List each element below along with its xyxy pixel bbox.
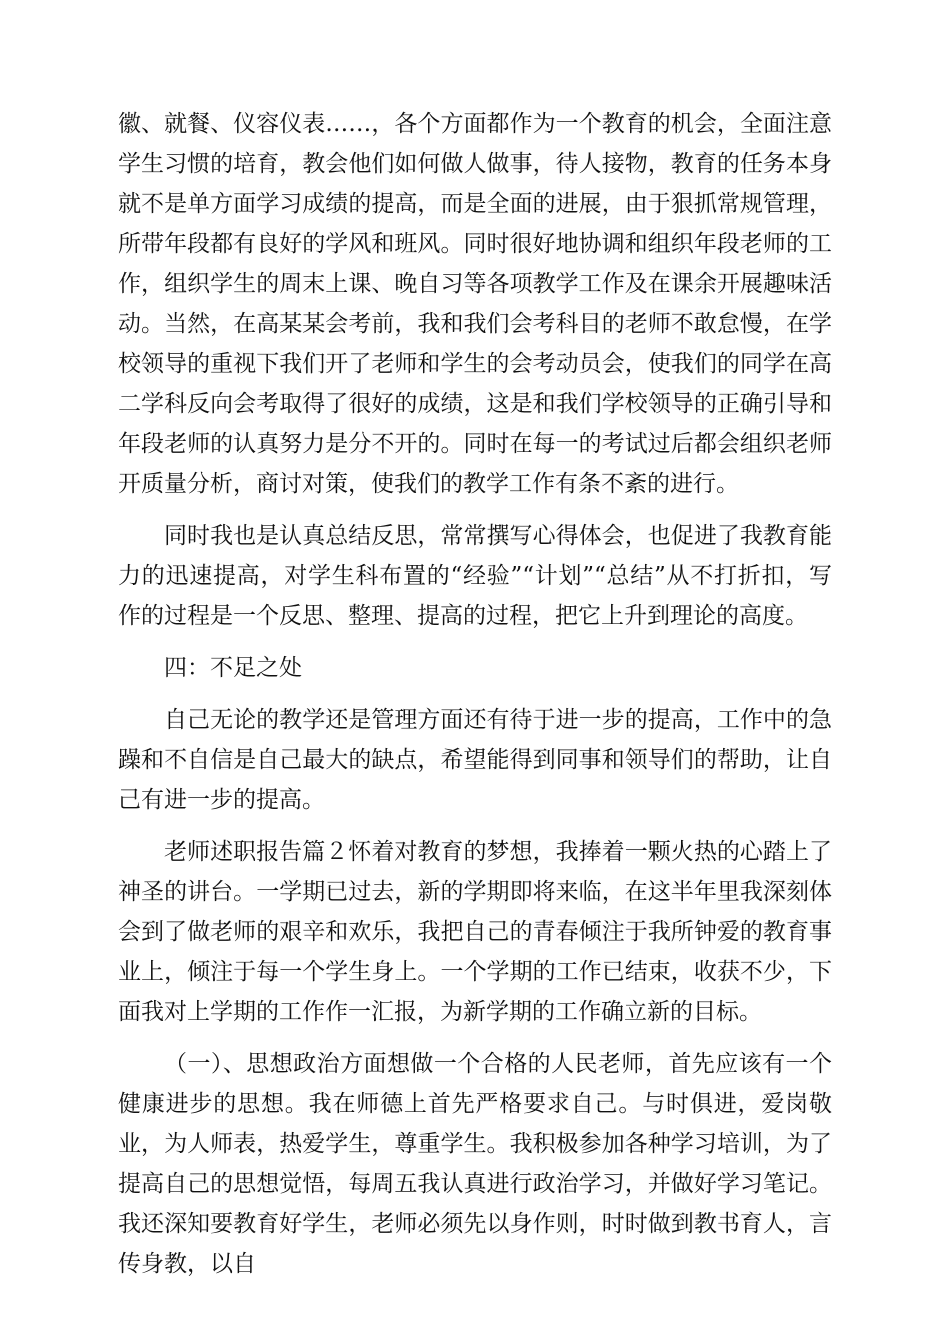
section-heading-shortcomings: 四：不足之处	[164, 655, 302, 681]
paragraph-report-2-intro: 老师述职报告篇２怀着对教育的梦想，我捧着一颗火热的心踏上了神圣的讲台。一学期已过去，新的学期即将来临，在这半年里我深刻体会到了做老师的艰辛和欢乐，我把自己的青春倾注于我所钟爱的教育事业上，倾注于每一个学生身上。一个学期的工作已结束，收获不少，下面我对上学期的工作作一汇报，为新学期的工作确立新的目标。	[118, 839, 832, 1025]
paragraph-ideology: （一）、思想政治方面想做一个合格的人民老师，首先应该有一个健康进步的思想。我在师德上首先严格要求自己。与时俱进，爱岗敬业，为人师表，热爱学生，尊重学生。我积极参加各种学习培训，为了提高自己的思想觉悟，每周五我认真进行政治学习，并做好学习笔记。我还深知要教育好学生，老师必须先以身作则，时时做到教书育人，言传身教，以自	[118, 1051, 832, 1277]
paragraph-continuation: 徽、就餐、仪容仪表……，各个方面都作为一个教育的机会，全面注意学生习惯的培育，教会他们如何做人做事，待人接物，教育的任务本身就不是单方面学习成绩的提高，而是全面的进展，由于狠抓常规管理，所带年段都有良好的学风和班风。同时很好地协调和组织年段老师的工作，组织学生的周末上课、晚自习等各项教学工作及在课余开展趣味活动。当然，在高某某会考前，我和我们会考科目的老师不敢怠慢，在学校领导的重视下我们开了老师和学生的会考动员会，使我们的同学在高二学科反向会考取得了很好的成绩，这是和我们学校领导的正确引导和年段老师的认真努力是分不开的。同时在每一的考试过后都会组织老师开质量分析，商讨对策，使我们的教学工作有条不紊的进行。	[118, 111, 832, 497]
paragraph-shortcomings: 自己无论的教学还是管理方面还有待于进一步的提高，工作中的急躁和不自信是自己最大的缺点，希望能得到同事和领导们的帮助，让自己有进一步的提高。	[118, 707, 832, 813]
paragraph-reflection: 同时我也是认真总结反思，常常撰写心得体会，也促进了我教育能力的迅速提高，对学生科布置的“经验”“计划”“总结”从不打折扣，写作的过程是一个反思、整理、提高的过程，把它上升到理论的高度。	[118, 523, 832, 629]
